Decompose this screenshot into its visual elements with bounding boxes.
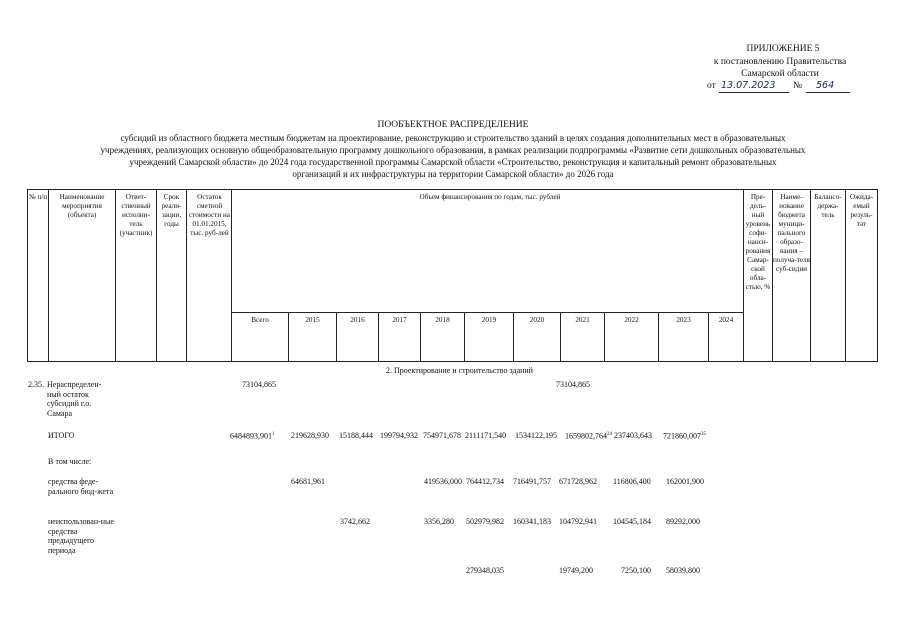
- header-funding: Объем финансирования по годам, тыс. рублей: [419, 193, 561, 201]
- row-label: средства феде-рального бюд-жета: [48, 477, 114, 496]
- number-underline: [806, 92, 850, 93]
- year-header-2021: 2021: [575, 316, 590, 324]
- subtitle-line-1: субсидий из областного бюджета местным бюджетам на проектирование, реконструкцию и строительство зданий в целях создания дополнительных мест в образовательных: [120, 133, 786, 143]
- section-title: 2. Проектирование и строительство зданий: [386, 366, 533, 375]
- header-limit: Пре-дель-ный уровень софи-нанси-рования Самар-ской обла-стью, %: [745, 193, 771, 291]
- header-holder: Балансо-держа-тель: [814, 193, 842, 219]
- cell-2015: 219628,930: [291, 431, 329, 440]
- year-header-2022: 2022: [624, 316, 639, 324]
- cell-2021: 671728,962: [559, 477, 597, 486]
- cell-2019: 2111171,540: [465, 431, 507, 440]
- cell-2020: 1534122,195: [515, 431, 557, 440]
- cell-2021: 19749,200: [559, 566, 593, 575]
- cell-2020: 716491,757: [513, 477, 551, 486]
- year-header-2023: 2023: [676, 316, 691, 324]
- year-header-2019: 2019: [481, 316, 497, 324]
- cell-2018: 3356,280: [424, 517, 454, 526]
- appendix-number-prefix: №: [793, 81, 803, 91]
- cell-2015: 64681,961: [291, 477, 325, 486]
- year-header-2017: 2017: [392, 316, 407, 324]
- cell-2022: 237403,643: [614, 431, 652, 440]
- cell-2023: 89292,000: [666, 517, 700, 526]
- appendix-date-value: 13.07.2023: [721, 80, 776, 91]
- appendix-title: ПРИЛОЖЕНИЕ 5: [746, 44, 820, 54]
- cell-2016: 3742,662: [340, 517, 370, 526]
- row-label: В том числе:: [48, 457, 92, 466]
- appendix-date-prefix: от: [707, 81, 716, 91]
- cell-2023: 162001,900: [666, 477, 704, 486]
- cell-2017: 199794,932: [380, 431, 418, 440]
- header-result: Ожида-емый резуль-тат: [849, 193, 874, 228]
- cell-2018: 754971,678: [423, 431, 461, 440]
- cell-2019: 502979,982: [466, 517, 504, 526]
- cell-2021: 1659802,764$^{24}$: [565, 431, 612, 441]
- cell-2022: 7250,100: [621, 566, 651, 575]
- cell-2018: 419536,000: [424, 477, 462, 486]
- header-name: Наименование мероприятия (объекта): [59, 193, 105, 219]
- cell-2016: 15188,444: [339, 431, 373, 440]
- cell-2021: 73104,865: [556, 380, 590, 389]
- row-label: Нераспределен-ный остаток субсидий г.о. Самара: [47, 380, 102, 418]
- cell-2021: 104792,941: [559, 517, 597, 526]
- subtitle-line-2: учреждениях, реализующих основную общеобразовательную программу дошкольного образования, в рамках реализации подпрограммы «Развитие сети дошкольных образовательных: [100, 145, 806, 155]
- subtitle-line-3: учреждений Самарской области» до 2024 года государственной программы Самарской области «Строительство, реконструкция и капитальный ремонт образовательных: [129, 157, 777, 167]
- year-header-total: Всего: [251, 316, 269, 324]
- year-header-2015: 2015: [305, 316, 320, 324]
- year-header-2016: 2016: [350, 316, 365, 324]
- cell-2019: 764412,734: [466, 477, 504, 486]
- cell-2022: 116806,400: [613, 477, 651, 486]
- row-label: ИТОГО: [48, 431, 75, 440]
- cell-total: 73104,865: [242, 380, 276, 389]
- row-number: 2.35.: [28, 380, 44, 389]
- document-title: ПООБЪЕКТНОЕ РАСПРЕДЕЛЕНИЕ: [377, 120, 529, 130]
- cell-total: 6484893,901$^1$: [230, 431, 275, 441]
- cell-2022: 104545,184: [613, 517, 651, 526]
- cell-2019: 279348,035: [466, 566, 504, 575]
- subtitle-line-4: организаций и их инфраструктуры на территории Самарской области» до 2026 года: [292, 169, 614, 179]
- appendix-line-2: Самарской области: [741, 69, 819, 79]
- header-term: Срок реали-зации, годы: [161, 193, 182, 228]
- year-header-2020: 2020: [529, 316, 545, 324]
- appendix-line-1: к постановлению Правительства: [713, 57, 847, 67]
- appendix-number-value: 564: [816, 80, 835, 91]
- year-header-2018: 2018: [435, 316, 450, 324]
- header-num: № п/п: [28, 193, 48, 201]
- cell-2023: 58039,800: [666, 566, 700, 575]
- cell-2020: 160341,183: [513, 517, 551, 526]
- header-recipient: Наиме-нование бюджета муници-пального образо-вания – получа-теля суб-сидии: [773, 193, 810, 273]
- header-responsible: Ответ-ственный исполни-тель (участник): [119, 193, 153, 237]
- year-header-2024: 2024: [718, 316, 734, 324]
- cell-2023: 721860,007$^{35}$: [663, 431, 706, 441]
- date-underline: [719, 92, 789, 93]
- row-label: неиспользован-ные средства предыдущего периода: [48, 517, 114, 555]
- header-remainder: Остаток сметной стоимости на 01.01.2015, тыс. руб-лей: [188, 193, 230, 237]
